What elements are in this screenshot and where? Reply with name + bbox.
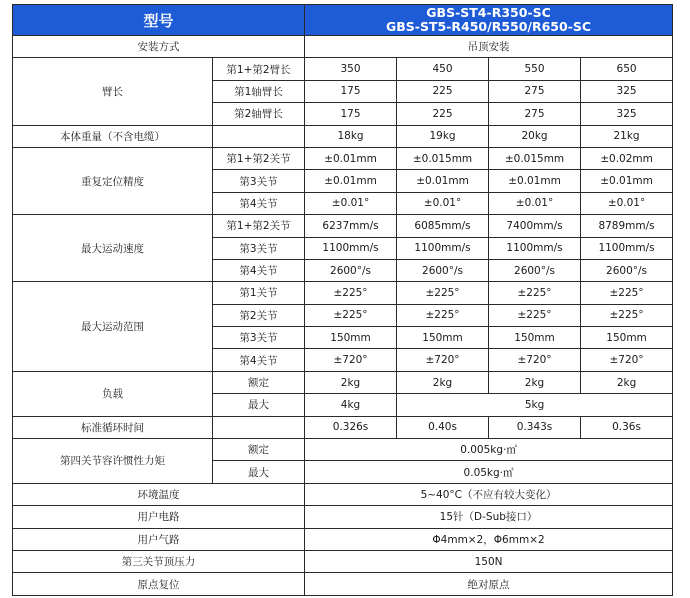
row-label: 重复定位精度 (13, 147, 213, 214)
cell-value: 1100mm/s (581, 237, 673, 259)
cell-value: 21kg (581, 125, 673, 147)
max-speed-row (13, 215, 673, 237)
sub-label: 第3关节 (213, 327, 305, 349)
payload-row (13, 371, 673, 393)
cell-value: 175 (305, 103, 397, 125)
sub-label: 第4关节 (213, 349, 305, 371)
cell-value: ±0.01° (397, 192, 489, 214)
sub-label: 第1关节 (213, 282, 305, 304)
cell-value: ±225° (397, 304, 489, 326)
row-value: Φ4mm×2，Φ6mm×2 (305, 528, 673, 550)
sub-label: 最大 (213, 394, 305, 416)
cell-value: 0.05kg·㎡ (305, 461, 673, 483)
sub-label: 额定 (213, 439, 305, 461)
cell-value: 6085mm/s (397, 215, 489, 237)
cycle-time-row (13, 416, 673, 438)
model-line-1: GBS-ST4-R350-SC (426, 5, 551, 20)
cell-value: 2kg (305, 371, 397, 393)
max-range-row (13, 282, 673, 304)
cell-value: 1100mm/s (305, 237, 397, 259)
home-return-row (13, 573, 673, 595)
row-label: 原点复位 (13, 573, 305, 595)
cell-value: ±0.01° (581, 192, 673, 214)
cell-value: 2600°/s (581, 259, 673, 281)
cell-value: ±0.01° (489, 192, 581, 214)
cell-value: 550 (489, 58, 581, 80)
cell-value: ±225° (581, 282, 673, 304)
sub-label: 第1+第2关节 (213, 147, 305, 169)
cell-value: 150mm (489, 327, 581, 349)
sub-label: 第1轴臂长 (213, 80, 305, 102)
row-label: 本体重量（不含电缆） (13, 125, 213, 147)
arm-length-row (13, 58, 673, 80)
model-line-2: GBS-ST5-R450/R550/R650-SC (386, 19, 592, 34)
cell-value: 7400mm/s (489, 215, 581, 237)
empty-sub-cell (213, 125, 305, 147)
repeatability-row (13, 147, 673, 169)
cell-value: 2kg (397, 371, 489, 393)
sub-label: 第2关节 (213, 304, 305, 326)
cell-value: ±0.01mm (305, 170, 397, 192)
cell-value: ±0.015mm (397, 147, 489, 169)
spec-table (12, 4, 673, 596)
row-label: 最大运动速度 (13, 215, 213, 282)
sub-label: 第4关节 (213, 259, 305, 281)
cell-value: 2600°/s (397, 259, 489, 281)
cell-value: 1100mm/s (397, 237, 489, 259)
row-label: 环境温度 (13, 483, 305, 505)
weight-row (13, 125, 673, 147)
cell-value: 5kg (397, 394, 673, 416)
row-value: 绝对原点 (305, 573, 673, 595)
model-header-label: 型号 (13, 5, 305, 36)
sub-label: 第3关节 (213, 170, 305, 192)
cell-value: 450 (397, 58, 489, 80)
cell-value: 325 (581, 103, 673, 125)
cell-value: 650 (581, 58, 673, 80)
row-label: 负载 (13, 371, 213, 416)
sub-label: 第3关节 (213, 237, 305, 259)
cell-value: 20kg (489, 125, 581, 147)
user-wiring-row (13, 506, 673, 528)
cell-value: 19kg (397, 125, 489, 147)
cell-value: 6237mm/s (305, 215, 397, 237)
joint3-force-row (13, 550, 673, 572)
cell-value: 275 (489, 80, 581, 102)
sub-label: 第1+第2臂长 (213, 58, 305, 80)
cell-value: 4kg (305, 394, 397, 416)
cell-value: 18kg (305, 125, 397, 147)
cell-value: ±225° (489, 282, 581, 304)
empty-sub-cell (213, 416, 305, 438)
cell-value: ±0.01mm (397, 170, 489, 192)
cell-value: ±0.015mm (489, 147, 581, 169)
cell-value: ±0.02mm (581, 147, 673, 169)
env-temp-row (13, 483, 673, 505)
cell-value: 150mm (305, 327, 397, 349)
row-label: 第四关节容许惯性力矩 (13, 439, 213, 484)
cell-value: 150mm (397, 327, 489, 349)
cell-value: ±225° (397, 282, 489, 304)
model-header-values (305, 5, 673, 36)
cell-value: ±0.01mm (581, 170, 673, 192)
cell-value: ±720° (489, 349, 581, 371)
cell-value: ±0.01° (305, 192, 397, 214)
cell-value: ±225° (305, 304, 397, 326)
cell-value: 1100mm/s (489, 237, 581, 259)
header-row (13, 5, 673, 36)
cell-value: 325 (581, 80, 673, 102)
row-label: 最大运动范围 (13, 282, 213, 372)
cell-value: 0.40s (397, 416, 489, 438)
cell-value: 350 (305, 58, 397, 80)
cell-value: 0.005kg·㎡ (305, 439, 673, 461)
row-label: 臂长 (13, 58, 213, 125)
cell-value: 8789mm/s (581, 215, 673, 237)
cell-value: 150mm (581, 327, 673, 349)
cell-value: ±720° (305, 349, 397, 371)
sub-label: 最大 (213, 461, 305, 483)
row-value: 5~40°C（不应有较大变化） (305, 483, 673, 505)
cell-value: ±720° (581, 349, 673, 371)
cell-value: 0.343s (489, 416, 581, 438)
user-air-row (13, 528, 673, 550)
inertia-row (13, 439, 673, 461)
row-value: 吊顶安装 (305, 36, 673, 58)
cell-value: 225 (397, 80, 489, 102)
row-label: 标准循环时间 (13, 416, 213, 438)
install-row (13, 36, 673, 58)
cell-value: 275 (489, 103, 581, 125)
sub-label: 额定 (213, 371, 305, 393)
cell-value: 2kg (489, 371, 581, 393)
row-label: 用户气路 (13, 528, 305, 550)
sub-label: 第1+第2关节 (213, 215, 305, 237)
cell-value: ±225° (305, 282, 397, 304)
cell-value: 2kg (581, 371, 673, 393)
row-label: 用户电路 (13, 506, 305, 528)
row-value: 150N (305, 550, 673, 572)
cell-value: 0.36s (581, 416, 673, 438)
cell-value: 2600°/s (489, 259, 581, 281)
cell-value: ±0.01mm (305, 147, 397, 169)
cell-value: 2600°/s (305, 259, 397, 281)
row-label: 第三关节顶压力 (13, 550, 305, 572)
sub-label: 第4关节 (213, 192, 305, 214)
cell-value: ±0.01mm (489, 170, 581, 192)
row-label: 安装方式 (13, 36, 305, 58)
row-value: 15针（D-Sub接口） (305, 506, 673, 528)
cell-value: ±225° (489, 304, 581, 326)
sub-label: 第2轴臂长 (213, 103, 305, 125)
cell-value: ±225° (581, 304, 673, 326)
cell-value: 0.326s (305, 416, 397, 438)
cell-value: 225 (397, 103, 489, 125)
cell-value: 175 (305, 80, 397, 102)
cell-value: ±720° (397, 349, 489, 371)
